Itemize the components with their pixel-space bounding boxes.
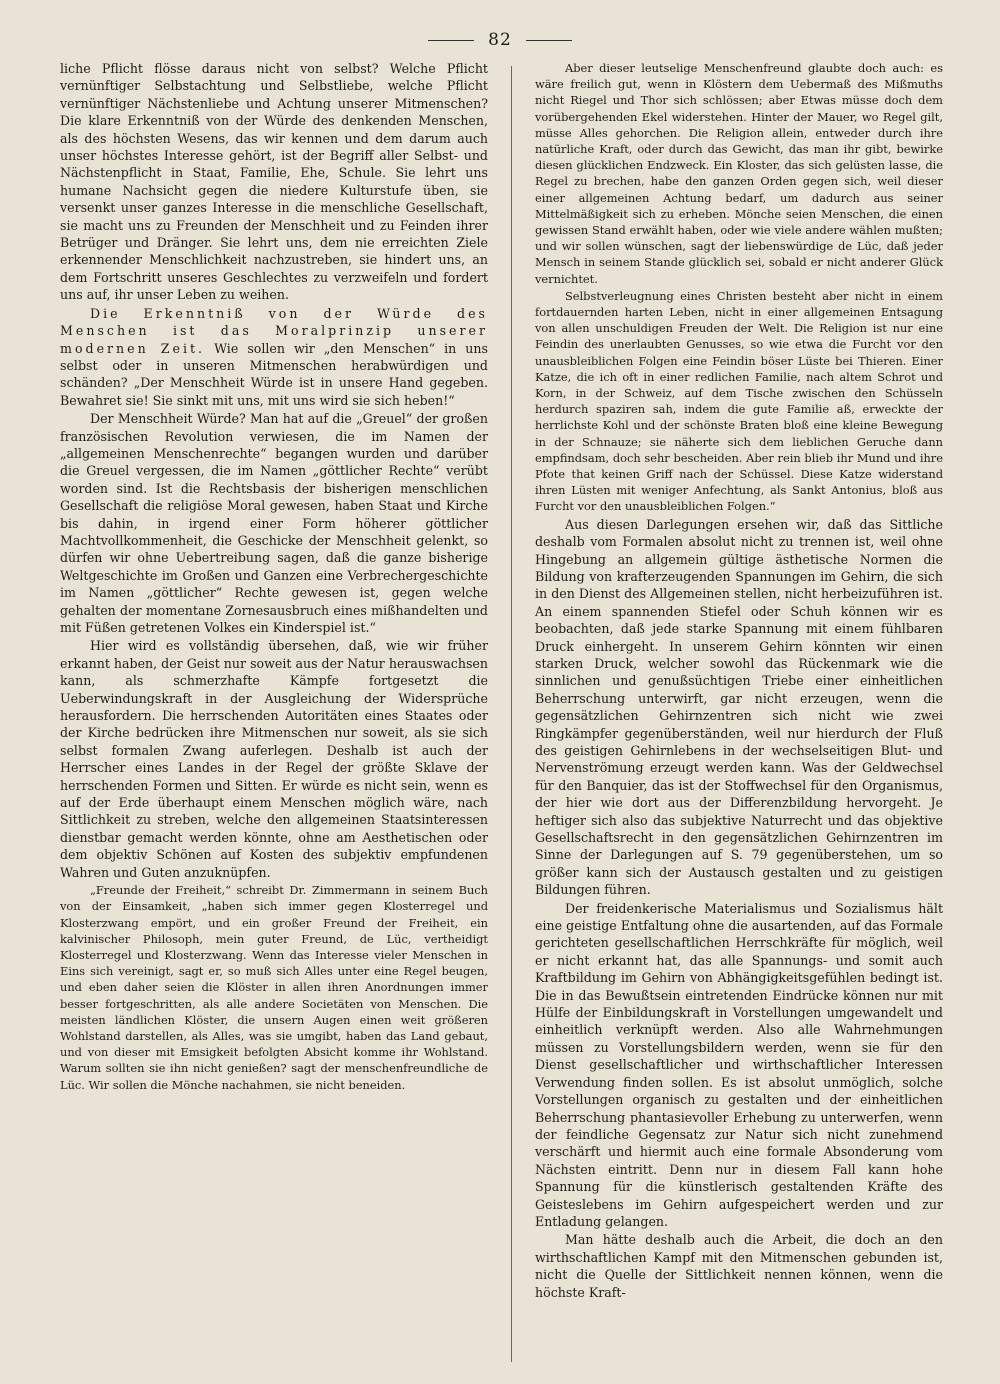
header-rule-left — [428, 40, 474, 41]
column-divider — [511, 66, 512, 1362]
left-column — [60, 60, 488, 1094]
page-number: 82 — [488, 30, 512, 50]
header-rule-right — [526, 40, 572, 41]
paragraph: liche Pflicht flösse daraus nicht von selbst? Welche Pflicht vernünftiger Selbstachtung und Selbstliebe, welche Pflicht vernünftiger Nächstenliebe und Achtung unserer Mitmenschen? Die klare Erkenntniß von der Würde des denkenden Menschen, als des höchsten Wesens, das wir kennen und dem darum auch unser höchstes Interesse gehört, ist der Begriff aller Selbst- und Nächstenpflicht in Staat, Familie, Ehe, Schule. Sie lehrt uns humane Nachsicht gegen die niedere Kulturstufe üben, sie versenkt unser ganzes Interesse in die menschliche Gesellschaft, sie macht uns zu Freunden der Menschheit und zu Feinden ihrer Betrüger und Dränger. Sie lehrt uns, dem nie erreichten Ziele erkennender Menschlichkeit nachzustreben, sie hindert uns, an dem Fortschritt unseres Geschlechtes zu verzweifeln und fordert uns auf, ihr unser Leben zu weihen. — [60, 61, 488, 303]
quote-paragraph: Aber dieser leutselige Menschenfreund glaubte doch auch: es wäre freilich gut, wenn in Klöstern dem Uebermaß des Mißmuths nicht Riegel und Thor sich schlössen; aber Etwas müsse doch dem vorübergehenden Ekel widerstehen. Hinter der Mauer, wo Regel gilt, müsse Alles gehorchen. Die Religion allein, entweder durch ihre natürliche Kraft, oder durch das Gewicht, das man ihr gibt, bewirke diesen glücklichen Endzweck. Ein Kloster, das sich gelüsten lasse, die Regel zu brechen, habe den ganzen Orden gegen sich, weil dieser einer allgemeinen Achtung bedarf, um dadurch aus seiner Mittelmäßigkeit sich zu erheben. Mönche seien Menschen, die einen gewissen Stand erwählt haben, oder wie viele andere wählen mußten; und wir sollen wünschen, sagt der liebenswürdige de Lüc, daß jeder Mensch in seinem Stande glücklich sei, sobald er nicht anderer Glück vernichtet. — [535, 61, 943, 286]
quote-paragraph: Selbstverleugnung eines Christen besteht aber nicht in einem fortdauernden harten Leben, nicht in einer allgemeinen Entsagung von allen unschuldigen Freuden der Welt. Die Religion ist nur eine Feindin des unerlaubten Genusses, so wie etwa die Furcht vor den unausbleiblichen Folgen eine Feindin böser Lüste bei Thieren. Einer Katze, die ich oft in einer redlichen Familie, nach altem Schrot und Korn, in der Schweiz, auf dem Tische zwischen den Schüsseln herdurch spaziren sah, indem die gute Familie aß, erweckte der herrlichste Kohl und der schönste Braten bloß eine kleine Bewegung in der Schnauze; sie näherte sich dem lieblichen Geruche dann empfindsam, doch sehr bescheiden. Aber rein blieb ihr Mund und ihre Pfote that keinen Griff nach der Schüssel. Diese Katze widerstand ihren Lüsten mit weniger Anfechtung, als Sankt Antonius, bloß aus Furcht vor den unausbleiblichen Folgen.“ — [535, 288, 943, 514]
paragraph-text: Wie sollen wir „den Menschen“ in uns selbst oder in unseren Mitmenschen herabwürdigen und schänden? „Der Menschheit Würde ist in unsere Hand gegeben. Bewahret sie! Sie sinkt mit uns, mit uns wird sie sich heben!“ — [60, 340, 488, 408]
right-column — [535, 60, 943, 1302]
paragraph: Der Menschheit Würde? Man hat auf die „Greuel“ der großen französischen Revolution verwiesen, die im Namen der „allgemeinen Menschenrechte“ begangen wurden und darüber die Greuel vergessen, die im Namen „göttlicher Rechte“ verübt worden sind. Ist die Rechtsbasis der bisherigen menschlichen Gesellschaft die religiöse Moral gewesen, haben Staat und Kirche bis dahin, in irgend einer Form höherer göttlicher Machtvollkommenheit, die Geschicke der Menschheit gelenkt, so dürfen wir ohne Uebertreibung sagen, daß die ganze bisherige Weltgeschichte im Großen und Ganzen eine Verbrechergeschichte im Namen „göttlicher“ Rechte gewesen ist, gegen welche gehalten der momentane Zornesausbruch eines mißhandelten und mit Füßen getretenen Volkes ein Kinderspiel ist.“ — [60, 411, 488, 635]
paragraph: Hier wird es vollständig übersehen, daß, wie wir früher erkannt haben, der Geist nur soweit aus der Natur herauswachsen kann, als schmerzhafte Kämpfe fortgesetzt die Ueberwindungskraft in der Ausgleichung der Widersprüche herausfordern. Die herrschenden Autoritäten eines Staates oder der Kirche bedrücken ihre Mitmenschen nur soweit, als sie sich selbst formalen Zwang auferlegen. Deshalb ist auch der Herrscher eines Landes in der Regel der größte Sklave der herrschenden Formen und Sitten. Er würde es nicht sein, wenn es auf der Erde überhaupt einem Menschen möglich wäre, nach Sittlichkeit zu streben, welche den allgemeinen Staatsinteressen dienstbar gemacht werden könnte, ohne am Aesthetischen oder dem objektiv Schönen auf Kosten des subjektiv empfundenen Wahren und Guten anzuknüpfen. — [60, 638, 488, 880]
quote-paragraph: „Freunde der Freiheit,“ schreibt Dr. Zimmermann in seinem Buch von der Einsamkeit, „haben sich immer gegen Klosterregel und Klosterzwang empört, und ein großer Freund der Freiheit, ein kalvinischer Philosoph, mein guter Freund, de Lüc, vertheidigt Klosterregel und Klosterzwang. Wenn das Interesse vieler Menschen in Eins sich vereinigt, sagt er, so muß sich Alles unter eine Regel beugen, und eben daher seien die Klöster in allen ihren Anordnungen immer besser fortgeschritten, als alle andere Societäten von Menschen. Die meisten ländlichen Klöster, die unsern Augen einen weit größeren Wohlstand darstellen, als Alles, was sie umgibt, haben das Land gebaut, und von dieser mit Emsigkeit befolgten Absicht komme ihr Wohlstand. Warum sollten sie ihn nicht genießen? sagt der menschenfreundliche de Lüc. Wir sollen die Mönche nachahmen, sie nicht beneiden. — [60, 883, 488, 1092]
paragraph: Der freidenkerische Materialismus und Sozialismus hält eine geistige Entfaltung ohne die ausartenden, auf das Formale gerichteten gesellschaftlichen Herrschkräfte für möglich, weil er nicht erkannt hat, das alle Spannungs- und somit auch Kraftbildung im Gehirn von Abhängigkeitsgefühlen bedingt ist. Die in das Bewußtsein eintretenden Eindrücke können nur mit Hülfe der Einbildungskraft in Vorstellungen umgewandelt und einheitlich verknüpft werden. Also alle Wahrnehmungen müssen zu Vorstellungsbildern werden, wenn sie für den Dienst gesellschaftlicher und wirthschaftlicher Interessen Verwendung finden sollen. Es ist absolut unmöglich, solche Vorstellungen organisch zu gestalten und der einheitlichen Beherrschung phantasievoller Erhebung zu unterwerfen, wenn der feindliche Gegensatz zur Natur sich nicht zunehmend verschärft und hiermit auch eine formale Absonderung vom Nächsten eintritt. Denn nur in diesem Fall kann hohe Spannung für die künstlerisch gestaltenden Kräfte des Geisteslebens im Gehirn aufgespeichert werden und zur Entladung gelangen. — [535, 900, 943, 1229]
page-header — [0, 30, 1000, 50]
paragraph: Aus diesen Darlegungen ersehen wir, daß das Sittliche deshalb vom Formalen absolut nicht zu trennen ist, weil ohne Hingebung an allgemein gültige ästhetische Normen die Bildung von krafterzeugenden Spannungen im Gehirn, die sich in den Dienst des Allgemeinen stellen, nicht herbeizuführen ist. An einem spannenden Stiefel oder Schuh können wir es beobachten, daß jede starke Spannung mit einem fühlbaren Druck einhergeht. In unserem Gehirn könnten wir einen starken Druck, welcher sowohl das Rückenmark wie die sinnlichen und genußsüchtigen Triebe einer einheitlichen Beherrschung unterwirft, gar nicht erzeugen, wenn die gegensätzlichen Gehirnzentren sich nicht wie zwei Ringkämpfer gegenüberständen, weil nur hierdurch der Fluß des geistigen Gehirnlebens in der wechselseitigen Blut- und Nervenströmung erzeugt werden kann. Was der Geldwechsel für den Banquier, das ist der Stoffwechsel für den Organismus, der hier wie dort aus der Differenzbildung hervorgeht. Je heftiger sich also das subjektive Naturrecht und das objektive Gesellschaftsrecht in den gegensätzlichen Gehirnzentren im Sinne der Darlegungen auf S. 79 gegenüberstehen, um so größer kann sich der Austausch gestalten und zu geistigen Bildungen führen. — [535, 516, 943, 898]
paragraph: Man hätte deshalb auch die Arbeit, die doch an den wirthschaftlichen Kampf mit den Mitmenschen gebunden ist, nicht die Quelle der Sittlichkeit nennen können, wenn die höchste Kraft- — [535, 1232, 943, 1300]
spaced-emphasis: Die Erkenntniß von der Würde des Menschen ist das Moralprinzip unserer modernen Zeit. — [60, 305, 488, 356]
paragraph — [60, 305, 488, 409]
